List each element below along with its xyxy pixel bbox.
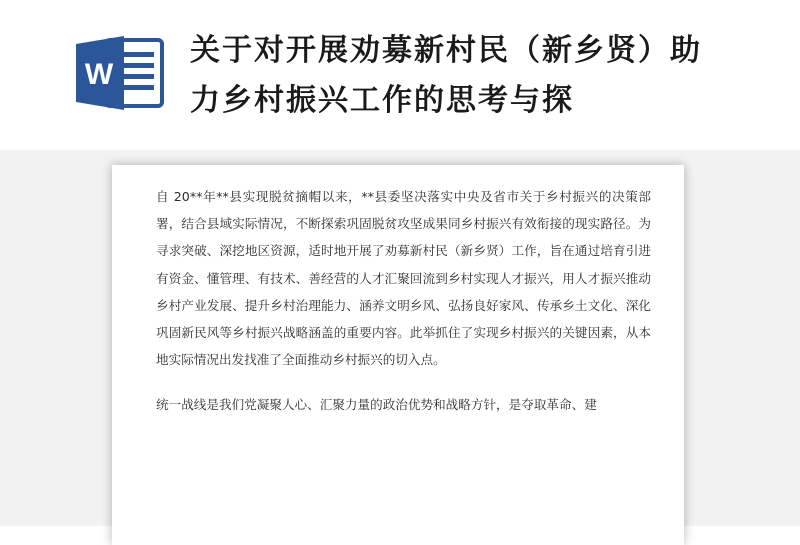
document-page	[112, 165, 684, 545]
word-icon-letter: W	[84, 58, 114, 91]
paragraph: 自 20**年**县实现脱贫摘帽以来，**县委坚决落实中央及省市关于乡村振兴的决策部署，结合县域实际情况，不断探索巩固脱贫攻坚成果同乡村振兴有效衔接的现实路径。为寻求突破、深挖地区资源，适时地开展了劝募新村民（新乡贤）工作，旨在通过培育引进有资金、懂管理、有技术、善经营的人才汇聚回流到乡村实现人才振兴，用人才振兴推动乡村产业发展、提升乡村治理能力、涵养文明乡风、弘扬良好家风、传承乡土文化、深化巩固新民风等乡村振兴战略涵盖的重要内容。此举抓住了实现乡村振兴的关键因素，从本地实际情况出发找准了全面推动乡村振兴的切入点。	[156, 189, 651, 368]
page-content	[156, 183, 651, 437]
header	[0, 0, 800, 150]
document-title: 关于对开展劝募新村民（新乡贤）助力乡村振兴工作的思考与探	[190, 33, 702, 118]
paragraph: 统一战线是我们党凝聚人心、汇聚力量的政治优势和战略方针，是夺取革命、建	[156, 397, 597, 413]
word-document-icon	[76, 34, 164, 112]
